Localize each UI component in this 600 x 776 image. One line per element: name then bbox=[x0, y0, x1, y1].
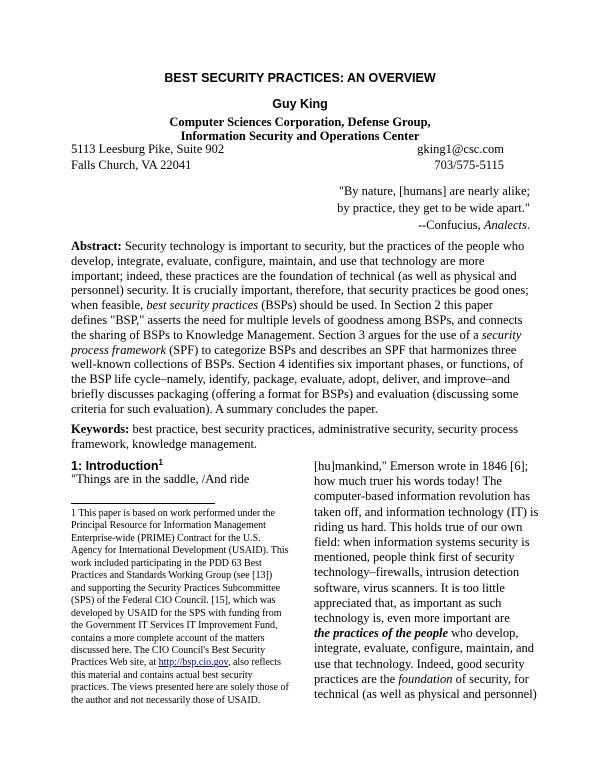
paragraph-line: technology–firewalls, intrusion detection bbox=[314, 565, 520, 580]
affiliation-line-1: Computer Sciences Corporation, Defense Group, bbox=[169, 115, 431, 129]
keywords-label: Keywords: bbox=[71, 422, 130, 436]
paragraph-line: use that technology. Indeed, good security bbox=[314, 656, 525, 671]
footnote: 1 This paper is based on work performed under the Principal Resource for Information Management Enterprise-wide (PRIME) Contract for the U.S. Agency for International Development (USAID). This work included participating in the PDD 63 Best Practices and Standards Working Group (see [13]) and supporting the Security Practices Subcommittee (SPS) of the Federal CIO Council. [15], which was developed by USAID for the SPS with funding from the Government IT Services IT Improvement Fund, contains a more complete account of the matters discussed here. The CIO Council's Best Security Practices Web site, at http://bsp.cio.gov, also reflects this material and contains actual best security practices. The views presented here are solely those of the author and not necessarily those of USAID. bbox=[71, 508, 289, 706]
paragraph-line: taken off, and information technology (IT) is bbox=[314, 504, 539, 519]
paragraph-line: how much truer his words today! The bbox=[314, 474, 502, 489]
paragraph-line: [hu]mankind," Emerson wrote in 1846 [6]; bbox=[314, 459, 529, 473]
email-address: gking1@csc.com bbox=[417, 142, 504, 156]
section-heading-introduction: 1: Introduction$^1$ bbox=[71, 458, 163, 474]
city-address: Falls Church, VA 22041 bbox=[71, 158, 192, 172]
paragraph-line: riding us hard. This holds true of our own bbox=[314, 519, 523, 534]
paragraph-line: field: when information systems security is bbox=[314, 535, 530, 550]
emphasis-practices: the practices of the people bbox=[314, 626, 448, 641]
paper-title: BEST SECURITY PRACTICES: AN OVERVIEW bbox=[164, 71, 436, 85]
intro-first-line: "Things are in the saddle, /And ride bbox=[71, 472, 250, 486]
paragraph-line: integrate, evaluate, configure, maintain, and bbox=[314, 641, 535, 656]
street-address: 5113 Leesburg Pike, Suite 902 bbox=[71, 142, 225, 156]
keywords: Keywords: best practice, best security practices, administrative security, security process framework, knowledge management. bbox=[71, 422, 518, 451]
footnote-marker: 1 bbox=[158, 458, 163, 467]
epigraph-line-1: "By nature, [humans] are nearly alike; bbox=[338, 184, 530, 198]
paragraph-line: mentioned, people think first of security bbox=[314, 550, 515, 565]
paragraph-line: appreciated that, as important as such bbox=[314, 595, 502, 610]
right-column-text bbox=[314, 459, 539, 702]
paragraph-line: the practices of the people who develop, bbox=[314, 626, 519, 641]
phone-number: 703/575-5115 bbox=[434, 158, 504, 172]
paragraph-line: computer-based information revolution has bbox=[314, 489, 531, 504]
author-name: Guy King bbox=[272, 97, 328, 111]
affiliation-line-2: Information Security and Operations Center bbox=[180, 129, 420, 143]
epigraph bbox=[335, 183, 530, 234]
paragraph-line: software, virus scanners. It is too little bbox=[314, 580, 505, 595]
epigraph-line-2: by practice, they get to be wide apart." bbox=[337, 201, 530, 215]
epigraph-attribution: --Confucius, Analects. bbox=[417, 218, 530, 232]
abstract-label: Abstract: bbox=[71, 239, 122, 253]
footnote-divider bbox=[71, 503, 215, 504]
paragraph-line: practices are the foundation of security, for bbox=[314, 671, 529, 686]
abstract: Abstract: Security technology is important to security, but the practices of the people who develop, integrate, evaluate, configure, maintain, and use that technology are more important; indeed, these practices are the foundation of technical (as well as physical and personnel) security. It is crucially important, therefore, that security practices be good ones; when feasible, best security practices (BSPs) should be used. In Section 2 this paper defines "BSP," asserts the need for multiple levels of goodness among BSPs, and connects the sharing of BSPs to Knowledge Management. Section 3 argues for the use of a security process framework (SPF) to categorize BSPs and describes an SPF that harmonizes three well-known collections of BSPs. Section 4 identifies six important phases, or functions, of the BSP life cycle–namely, identify, package, evaluate, adopt, deliver, and improve–and briefly discusses packaging (offering a format for BSPs) and evaluation (discussing some criteria for such evaluation). A summary concludes the paper. bbox=[71, 239, 529, 416]
paragraph-line: technical (as well as physical and personnel) bbox=[314, 687, 537, 702]
paragraph-line: technology is, even more important are bbox=[314, 611, 510, 626]
bsp-link[interactable]: http://bsp.cio.gov bbox=[158, 657, 228, 669]
